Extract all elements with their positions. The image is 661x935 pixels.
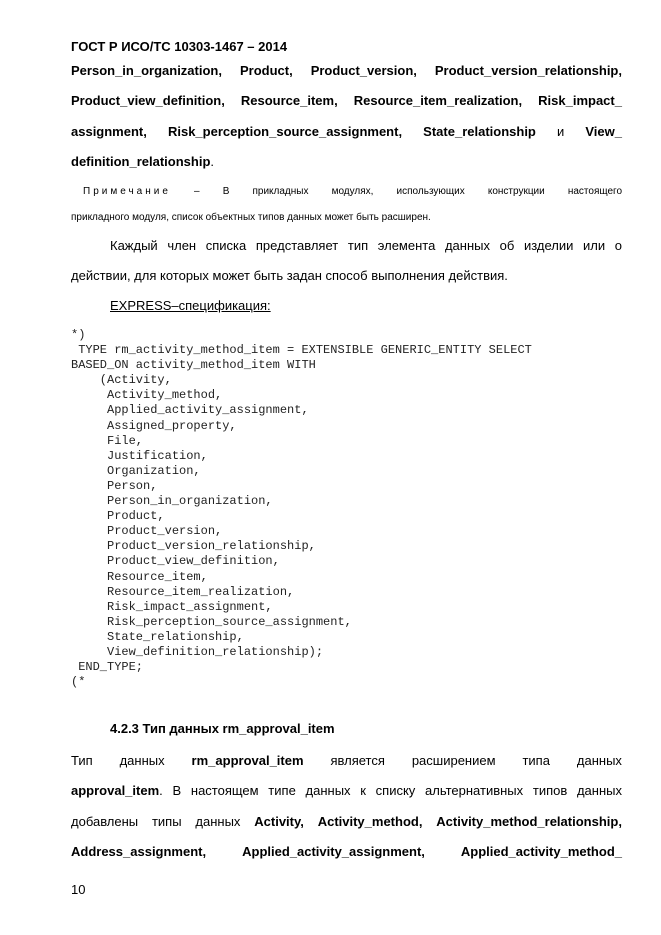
para1-line2 <box>71 93 622 109</box>
code-line: Risk_perception_source_assignment, <box>71 614 352 629</box>
code-line: END_TYPE; <box>71 660 144 675</box>
para1-line3 <box>71 124 622 140</box>
text-word: Activity_method_relationship, <box>436 814 622 829</box>
para1-line1 <box>71 63 622 79</box>
express-spec-label: EXPRESS–спецификация: <box>110 298 271 313</box>
note-text-1: В прикладных модулях, использующих конструкции настоящего <box>222 186 623 197</box>
para3-line2 <box>71 783 622 799</box>
text-word: и <box>556 124 565 139</box>
code-line: State_relationship, <box>71 629 244 644</box>
text-word: Product_version, <box>310 63 417 78</box>
text-word: rm_approval_item <box>191 753 304 768</box>
code-line: Person_in_organization, <box>71 494 273 509</box>
text-word: Activity, <box>254 814 304 829</box>
code-line: Product_version, <box>71 524 223 539</box>
text-word: State_relationship <box>423 124 536 139</box>
text-word: View_ <box>585 124 622 139</box>
code-line: Person, <box>71 478 158 493</box>
text-word: Applied_activity_assignment, <box>242 844 425 859</box>
text-word: типа <box>522 753 550 768</box>
text-word: . В настоящем типе данных к списку альтернативных типов данных <box>159 783 622 798</box>
text-word: approval_item <box>71 783 160 798</box>
code-line: BASED_ON activity_method_item WITH <box>71 358 316 373</box>
code-line: Activity_method, <box>71 388 223 403</box>
text-word: Person_in_organization, <box>71 63 222 78</box>
para3-line1 <box>71 753 622 769</box>
code-line: Risk_impact_assignment, <box>71 599 273 614</box>
para2-line1 <box>71 238 622 254</box>
text-word: Product_version_relationship, <box>434 63 622 78</box>
text-word: Applied_activity_method_ <box>460 844 622 859</box>
code-line: Product_version_relationship, <box>71 539 316 554</box>
section-title: 4.2.3 Тип данных rm_approval_item <box>110 721 335 736</box>
text-word: Activity_method, <box>317 814 423 829</box>
text-word: добавлены <box>71 814 139 829</box>
text-word: Resource_item_realization, <box>353 93 523 108</box>
para3-line4 <box>71 844 622 860</box>
code-line: Resource_item_realization, <box>71 584 295 599</box>
text-word: Address_assignment, <box>71 844 207 859</box>
code-line: Applied_activity_assignment, <box>71 403 309 418</box>
text-word: данных <box>576 753 622 768</box>
text-word: Risk_perception_source_assignment, <box>167 124 403 139</box>
para1-line4 <box>71 154 214 170</box>
text-word: Product_view_definition, <box>71 93 225 108</box>
page-number: 10 <box>71 882 86 897</box>
document-header: ГОСТ Р ИСО/ТС 10303-1467 – 2014 <box>71 39 288 54</box>
para1-line4-tail: . <box>210 154 215 169</box>
text-word: данных <box>195 814 241 829</box>
code-line: Product, <box>71 509 165 524</box>
code-line: TYPE rm_activity_method_item = EXTENSIBLE GENERIC_ENTITY SELECT <box>71 343 532 358</box>
para2-line1-text: Каждый член списка представляет тип элемента данных об изделии или о <box>110 238 622 253</box>
text-word: данных <box>119 753 165 768</box>
code-line: (* <box>71 675 86 690</box>
express-code-block <box>71 328 532 690</box>
text-word: типы <box>151 814 182 829</box>
note-line1 <box>71 185 622 198</box>
code-line: *) <box>71 328 86 342</box>
code-line: Justification, <box>71 448 208 463</box>
note-dash: – <box>194 186 200 197</box>
code-line: View_definition_relationship); <box>71 644 324 659</box>
para1-line4-bold: definition_relationship <box>71 154 211 169</box>
code-line: Organization, <box>71 463 201 478</box>
code-line: Assigned_property, <box>71 418 237 433</box>
code-line: Resource_item, <box>71 569 208 584</box>
text-word: расширением <box>411 753 496 768</box>
code-line: File, <box>71 433 144 448</box>
para2-line2: действии, для которых может быть задан способ выполнения действия. <box>71 268 508 283</box>
text-word: является <box>330 753 385 768</box>
code-line: Product_view_definition, <box>71 554 280 569</box>
text-word: Risk_impact_ <box>538 93 622 108</box>
code-line: (Activity, <box>71 373 172 388</box>
note-line2: прикладного модуля, список объектных типов данных может быть расширен. <box>71 212 431 223</box>
text-word: Resource_item, <box>240 93 338 108</box>
text-word: Product, <box>239 63 293 78</box>
note-label: Примечание <box>83 186 171 197</box>
para3-line3 <box>71 814 622 830</box>
text-word: assignment, <box>71 124 147 139</box>
text-word: Тип <box>71 753 93 768</box>
